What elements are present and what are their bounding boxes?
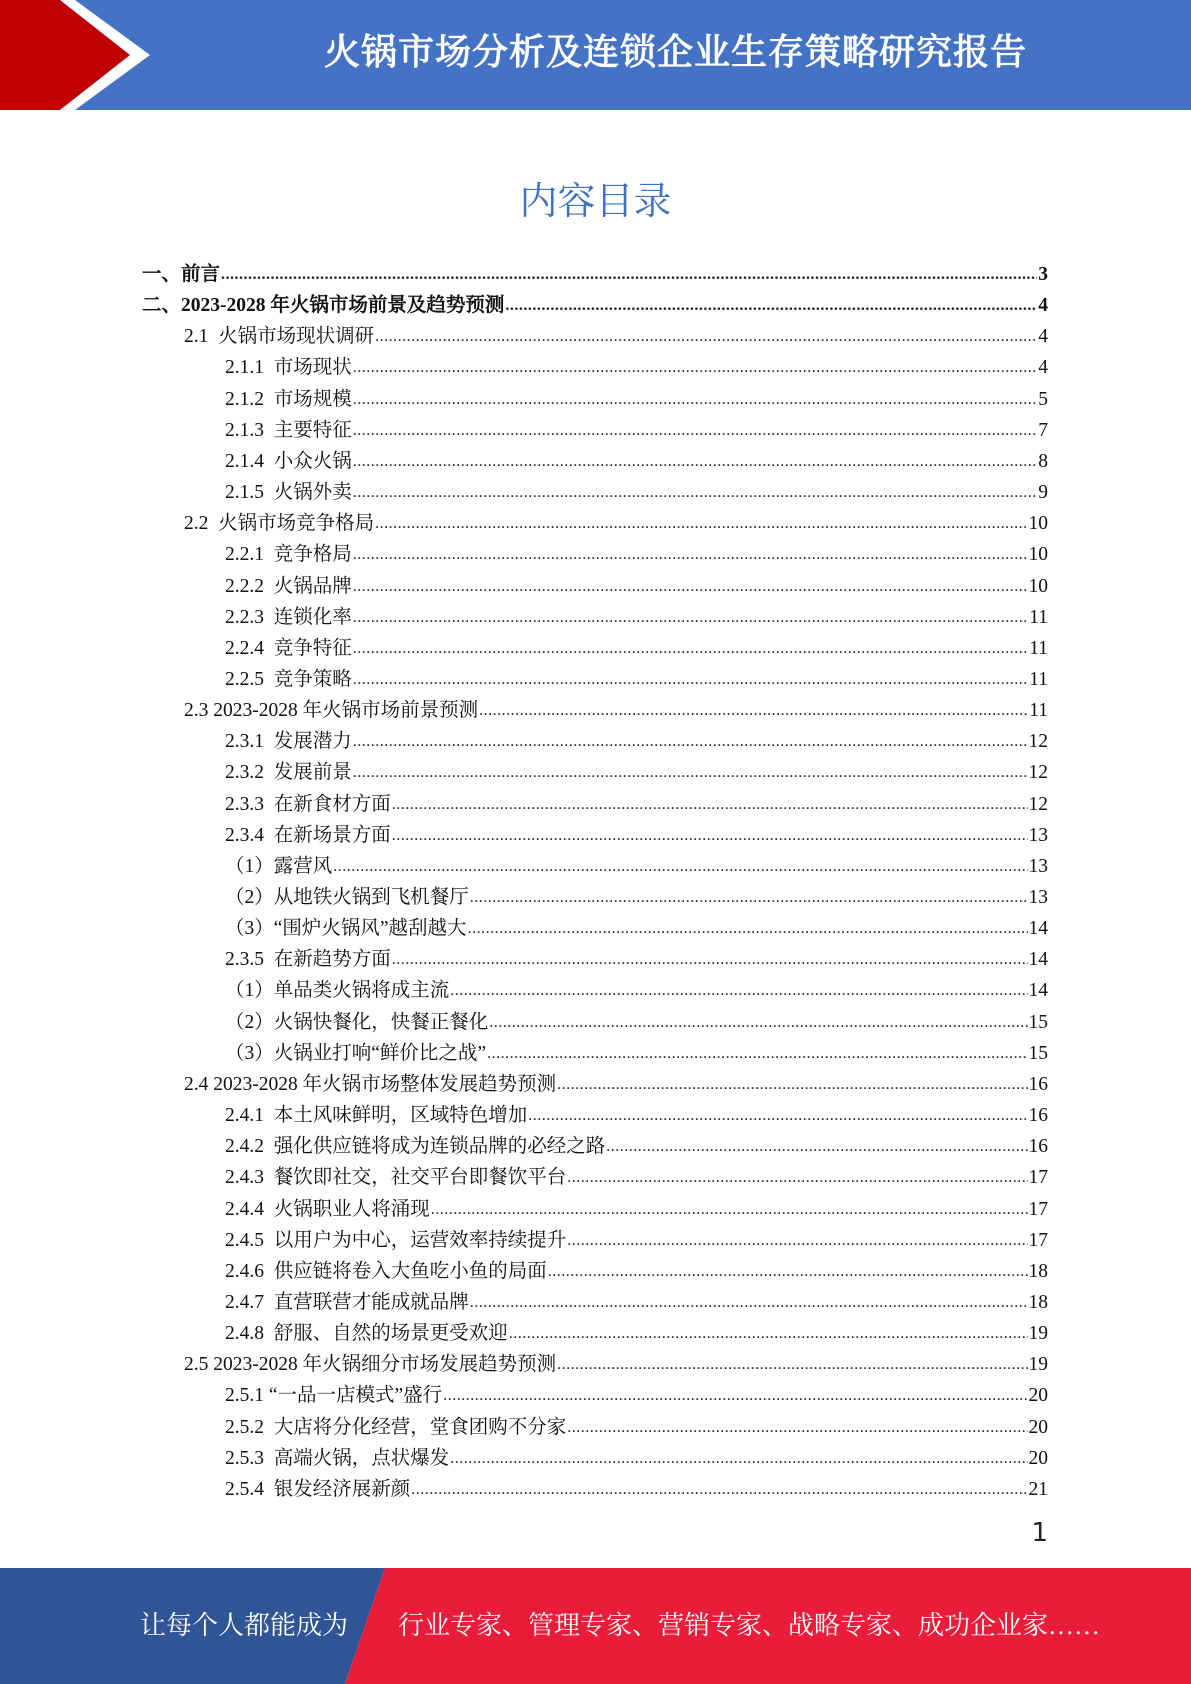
toc-entry[interactable] [225,1474,1048,1505]
toc-entry-page: 17 [1028,1167,1048,1189]
toc-entry-label: 2.2.1 竞争格局 [225,544,352,566]
toc-entry-page: 14 [1028,980,1048,1002]
toc-entry-page: 16 [1028,1136,1048,1158]
toc-dot-leader [333,856,1027,882]
toc-entry-label: 2.4.5 以用户为中心，运营效率持续提升 [225,1229,567,1251]
toc-entry[interactable] [225,477,1048,508]
toc-entry[interactable] [225,944,1048,975]
report-header [0,0,1191,110]
toc-dot-leader [489,1012,1027,1038]
toc-dot-leader [353,357,1037,383]
toc-dot-leader [528,1105,1027,1131]
toc-entry-page: 18 [1028,1291,1048,1313]
toc-entry-page: 17 [1028,1229,1048,1251]
toc-entry[interactable] [225,384,1048,415]
toc-entry[interactable] [142,290,1048,321]
chevron-arrow-icon [0,0,160,110]
toc-dot-leader [509,1323,1028,1349]
toc-entry[interactable] [184,1069,1048,1100]
toc-entry-label: （1）露营风 [225,855,333,877]
toc-dot-leader [353,731,1028,757]
toc-entry-page: 15 [1028,1011,1048,1033]
toc-entry-label: 2.4.7 直营联营才能成就品牌 [225,1291,469,1313]
toc-entry-page: 16 [1028,1073,1048,1095]
toc-entry[interactable] [225,352,1048,383]
toc-dot-leader [353,544,1028,570]
toc-dot-leader [443,1385,1027,1411]
toc-entry-label: 2.3.2 发展前景 [225,762,352,784]
toc-dot-leader [450,1448,1027,1474]
toc-dot-leader [487,1043,1027,1069]
toc-dot-leader [392,825,1028,851]
toc-entry[interactable] [225,1194,1048,1225]
toc-entry-page: 12 [1028,762,1048,784]
toc-dot-leader [470,1292,1028,1318]
toc-entry[interactable] [225,664,1048,695]
toc-entry-page: 15 [1028,1042,1048,1064]
toc-entry-page: 4 [1038,326,1048,348]
toc-dot-leader [392,949,1028,975]
toc-dot-leader [353,762,1028,788]
toc-entry[interactable] [225,757,1048,788]
toc-entry-label: 2.2.3 连锁化率 [225,606,352,628]
toc-entry-label: 2.1.4 小众火锅 [225,450,352,472]
toc-entry-label: 2.1.5 火锅外卖 [225,482,352,504]
toc-entry[interactable] [225,633,1048,664]
toc-entry-page: 13 [1028,887,1048,908]
toc-dot-leader [411,1479,1027,1505]
toc-entry-page: 3 [1038,264,1048,285]
toc-entry-page: 11 [1029,668,1048,690]
toc-entry[interactable] [225,602,1048,633]
toc-entry-label: 2.2 火锅市场竞争格局 [184,513,375,535]
footer-slogan-left: 让每个人都能成为 [140,1611,349,1640]
toc-entry-page: 9 [1038,482,1048,504]
toc-entry-page: 10 [1028,575,1048,597]
toc-entry-page: 13 [1028,855,1048,877]
toc-entry[interactable] [184,508,1048,539]
toc-entry-label: 2.4.3 餐饮即社交，社交平台即餐饮平台 [225,1167,567,1189]
toc-entry-label: 2.1.3 主要特征 [225,419,352,441]
toc-entry[interactable] [225,1412,1048,1443]
toc-dot-leader [353,576,1028,602]
toc-entry-page: 8 [1038,450,1048,472]
toc-entry-page: 20 [1028,1385,1048,1407]
toc-entry-page: 19 [1028,1354,1048,1376]
toc-entry-page: 11 [1029,700,1048,722]
toc-entry-page: 12 [1028,793,1048,815]
toc-entry-label: （1）单品类火锅将成主流 [225,980,450,1002]
toc-dot-leader [479,700,1028,726]
toc-entry[interactable] [225,571,1048,602]
toc-entry[interactable] [142,259,1048,290]
toc-entry[interactable] [225,1380,1048,1411]
toc-dot-leader [375,513,1027,539]
toc-dot-leader [431,1199,1028,1225]
toc-dot-leader [548,1261,1028,1287]
toc-entry-page: 21 [1028,1478,1048,1500]
toc-entry[interactable] [225,913,1048,944]
toc-entry-page: 10 [1028,544,1048,566]
toc-entry-label: 2.4.2 强化供应链将成为连锁品牌的必经之路 [225,1136,606,1158]
toc-heading: 内容目录 [519,179,672,223]
toc-entry-label: 2.3.1 发展潜力 [225,731,352,753]
toc-entry[interactable] [225,882,1048,913]
toc-entry-label: （2）火锅快餐化，快餐正餐化 [225,1011,489,1033]
toc-dot-leader [353,669,1028,695]
toc-entry-label: 2.5.4 银发经济展新颜 [225,1478,411,1500]
toc-entry[interactable] [225,1007,1048,1038]
toc-dot-leader [567,1167,1027,1193]
toc-dot-leader [353,607,1028,633]
toc-entry-label: 2.5.3 高端火锅，点状爆发 [225,1447,450,1469]
toc-dot-leader [450,980,1027,1006]
toc-entry-page: 14 [1028,949,1048,971]
toc-entry-label: 2.2.2 火锅品牌 [225,575,352,597]
toc-entry-label: 2.5.1 “一品一店模式”盛行 [225,1385,443,1407]
toc-dot-leader [557,1074,1027,1100]
toc-entry-label: 2.1 火锅市场现状调研 [184,326,375,348]
toc-dot-leader [221,264,1037,290]
toc-dot-leader [392,794,1028,820]
toc-entry[interactable] [225,1162,1048,1193]
toc-entry-label: （2）从地铁火锅到飞机餐厅 [225,887,469,908]
toc-dot-leader [353,389,1037,415]
toc-entry-label: 2.3.4 在新场景方面 [225,824,391,846]
toc-entry[interactable] [184,1349,1048,1380]
toc-entry[interactable] [225,1131,1048,1162]
toc-entry-label: 2.3 2023-2028 年火锅市场前景预测 [184,700,479,722]
footer-slogan-right: 行业专家、管理专家、营销专家、战略专家、成功企业家…… [398,1611,1101,1640]
toc-entry-label: 2.4.4 火锅职业人将涌现 [225,1198,430,1220]
toc-entry[interactable] [225,726,1048,757]
toc-entry-label: 一、前言 [142,264,221,285]
toc-dot-leader [606,1136,1027,1162]
toc-dot-leader [353,638,1028,664]
toc-entry[interactable] [225,1318,1048,1349]
toc-entry[interactable] [225,446,1048,477]
toc-dot-leader [470,887,1028,913]
toc-entry-label: 2.3.5 在新趋势方面 [225,949,391,971]
toc-entry[interactable] [225,1038,1048,1069]
toc-entry-label: 2.2.5 竞争策略 [225,668,352,690]
toc-dot-leader [375,326,1037,352]
toc-entry-page: 17 [1028,1198,1048,1220]
toc-dot-leader [353,420,1037,446]
toc-dot-leader [567,1230,1027,1256]
toc-entry[interactable] [225,1256,1048,1287]
toc-entry[interactable] [225,1100,1048,1131]
toc-entry[interactable] [225,789,1048,820]
toc-entry-page: 7 [1038,419,1048,441]
toc-entry-label: 2.5 2023-2028 年火锅细分市场发展趋势预测 [184,1354,557,1376]
toc-entry[interactable] [225,1287,1048,1318]
toc-entry-label: 2.1.1 市场现状 [225,357,352,379]
toc-dot-leader [567,1417,1027,1443]
toc-entry[interactable] [184,695,1048,726]
toc-entry-label: 二、2023-2028 年火锅市场前景及趋势预测 [142,295,505,317]
toc-entry-label: 2.2.4 竞争特征 [225,637,352,659]
toc-entry[interactable] [225,820,1048,851]
toc-dot-leader [557,1354,1027,1380]
toc-entry[interactable] [184,321,1048,352]
toc-entry[interactable] [225,539,1048,570]
toc-entry-label: 2.4.1 本土风味鲜明，区域特色增加 [225,1105,528,1127]
toc-entry-page: 13 [1028,824,1048,846]
toc-entry-page: 14 [1028,918,1048,940]
toc-entry-page: 18 [1028,1260,1048,1282]
toc-entry-page: 5 [1038,388,1048,410]
toc-dot-leader [468,918,1028,944]
page-number: 1 [1031,1518,1048,1548]
toc-entry-label: 2.3.3 在新食材方面 [225,793,391,815]
toc-entry-page: 16 [1028,1105,1048,1127]
toc-entry-label: （3）“围炉火锅风”越刮越大 [225,918,467,940]
toc-entry[interactable] [225,975,1048,1006]
toc-entry-page: 11 [1029,606,1048,628]
toc-dot-leader [505,295,1037,321]
toc-entry[interactable] [225,851,1048,882]
toc-entry-page: 4 [1038,357,1048,379]
toc-entry-page: 19 [1028,1323,1048,1345]
toc-entry-label: 2.4 2023-2028 年火锅市场整体发展趋势预测 [184,1073,557,1095]
toc-entry[interactable] [225,415,1048,446]
toc-entry-label: 2.4.6 供应链将卷入大鱼吃小鱼的局面 [225,1260,547,1282]
toc-dot-leader [353,451,1037,477]
toc-entry[interactable] [225,1225,1048,1256]
footer-banner [0,1568,1191,1684]
toc-entry-label: 2.5.2 大店将分化经营，堂食团购不分家 [225,1416,567,1438]
toc-entry-page: 11 [1029,637,1048,659]
toc-entry-page: 20 [1028,1416,1048,1438]
toc-entry-page: 20 [1028,1447,1048,1469]
toc-dot-leader [353,482,1037,508]
toc-entry-page: 12 [1028,731,1048,753]
toc-entry-label: 2.1.2 市场规模 [225,388,352,410]
toc-entry[interactable] [225,1443,1048,1474]
report-title: 火锅市场分析及连锁企业生存策略研究报告 [323,32,1027,73]
toc-entry-label: 2.4.8 舒服、自然的场景更受欢迎 [225,1323,508,1345]
toc-entry-page: 10 [1028,513,1048,535]
toc-entry-page: 4 [1038,295,1048,317]
toc-entry-label: （3）火锅业打响“鲜价比之战” [225,1042,487,1064]
